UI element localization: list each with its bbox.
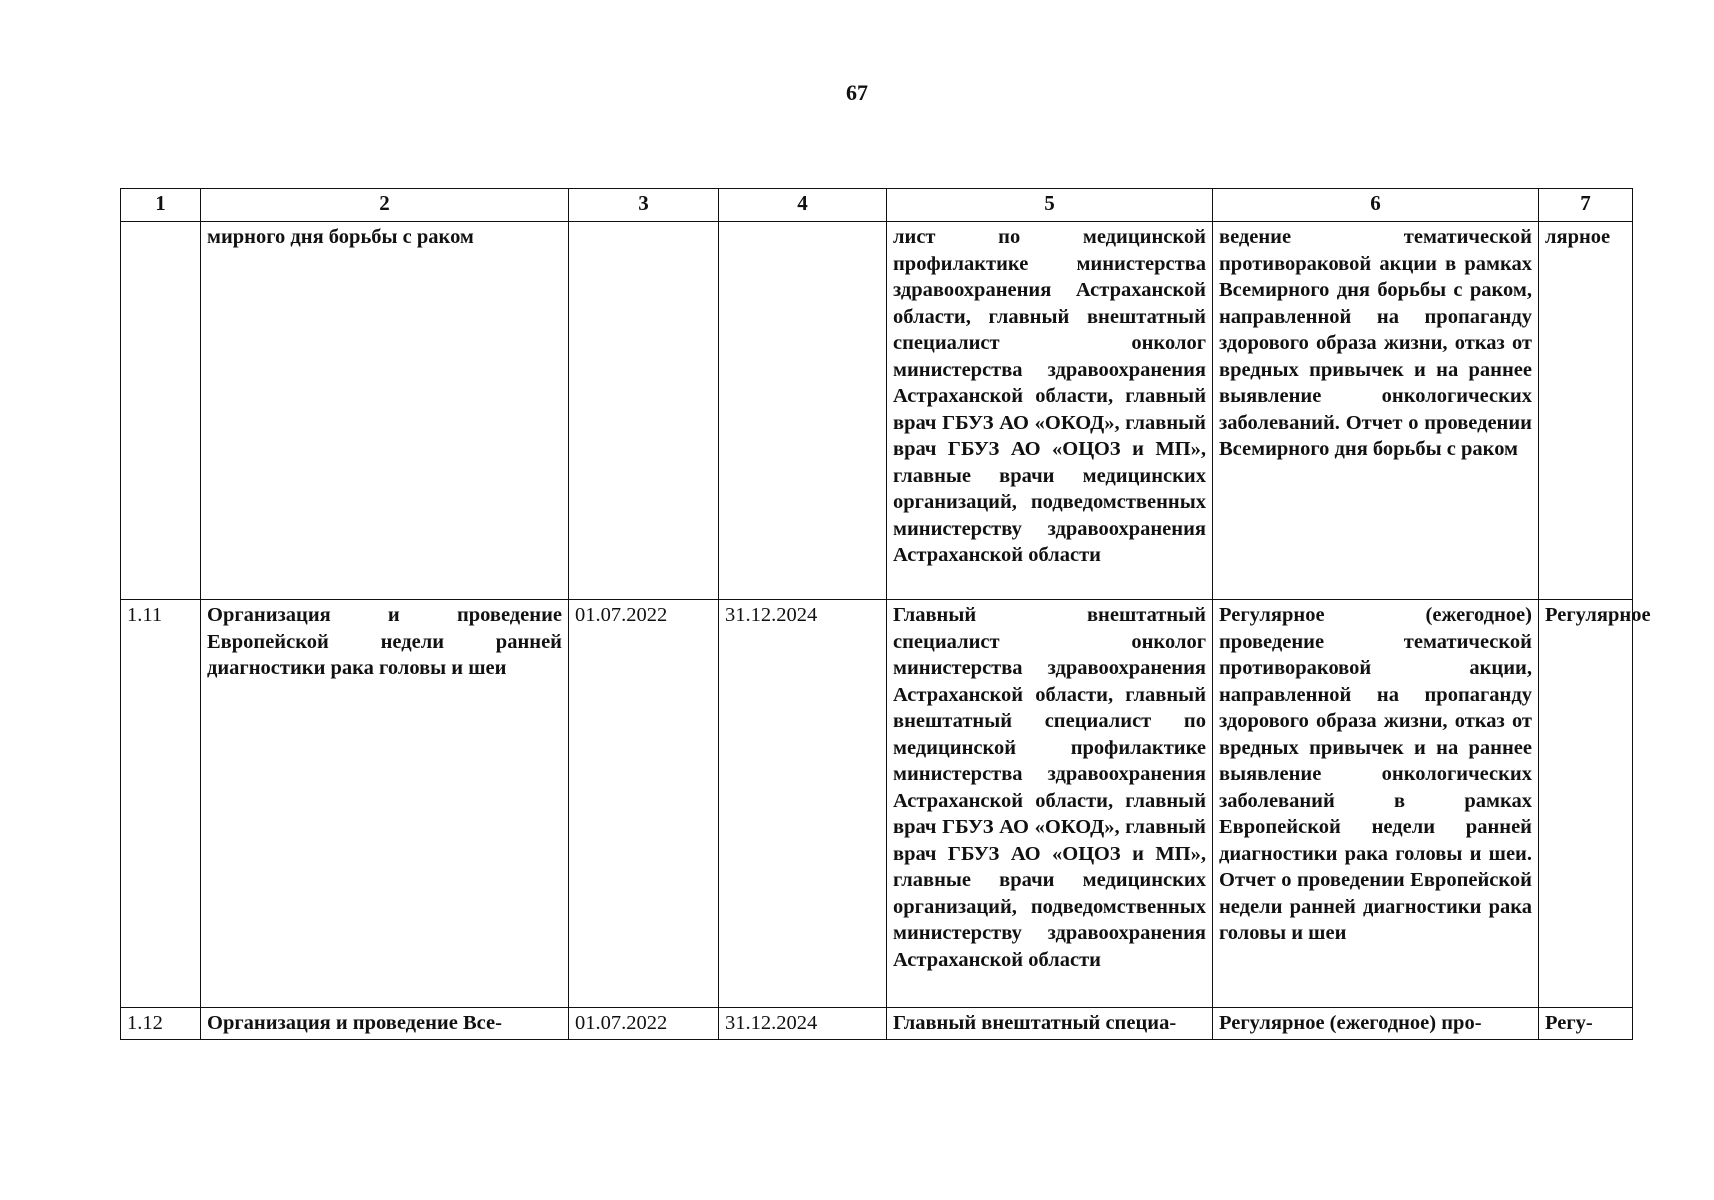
type: Регу- xyxy=(1539,1008,1633,1040)
event-name: Организация и проведение Все- xyxy=(201,1008,569,1040)
event-name: мирного дня борьбы с раком xyxy=(201,222,569,600)
result: Регулярное (ежегодное) проведение тематической противораковой акции, направленной на пропаганду здорового образа жизни, отказ от вредных привычек и на раннее выявление онкологических заболеваний в рамках Европейской недели ранней диагностики рака головы и шеи. Отчет о проведении Европейской недели ранней диагностики рака головы и шеи xyxy=(1213,600,1539,1008)
responsible: Главный внештатный специа- xyxy=(887,1008,1213,1040)
table-row xyxy=(121,1008,1633,1040)
header-row xyxy=(121,189,1633,222)
row-number: 1.11 xyxy=(121,600,201,1008)
start-date: 01.07.2022 xyxy=(569,1008,719,1040)
page-number: 67 xyxy=(846,80,868,105)
type: Регулярное xyxy=(1539,600,1633,1008)
start-date xyxy=(569,222,719,600)
row-number xyxy=(121,222,201,600)
type: лярное xyxy=(1539,222,1633,600)
result: Регулярное (ежегодное) про- xyxy=(1213,1008,1539,1040)
responsible: лист по медицинской профилактике министерства здравоохранения Астраханской области, главный внештатный специалист онколог министерства здравоохранения Астраханской области, главный врач ГБУЗ АО «ОКОД», главный врач ГБУЗ АО «ОЦОЗ и МП», главные врачи медицинских организаций, подведомственных министерству здравоохранения Астраханской области xyxy=(887,222,1213,600)
row-number: 1.12 xyxy=(121,1008,201,1040)
end-date: 31.12.2024 xyxy=(719,1008,887,1040)
plan-table xyxy=(120,188,1651,1040)
col-header-1: 1 xyxy=(121,189,201,222)
responsible: Главный внештатный специалист онколог министерства здравоохранения Астраханской области, главный внештатный специалист по медицинской профилактике министерства здравоохранения Астраханской области, главный врач ГБУЗ АО «ОКОД», главный врач ГБУЗ АО «ОЦОЗ и МП», главные врачи медицинских организаций, подведомственных министерству здравоохранения Астраханской области xyxy=(887,600,1213,1008)
table-row xyxy=(121,600,1633,1008)
end-date xyxy=(719,222,887,600)
result: ведение тематической противораковой акции в рамках Всемирного дня борьбы с раком, направленной на пропаганду здорового образа жизни, отказ от вредных привычек и на раннее выявление онкологических заболеваний. Отчет о проведении Всемирного дня борьбы с раком xyxy=(1213,222,1539,600)
col-header-6: 6 xyxy=(1213,189,1539,222)
event-name: Организация и проведение Европейской недели ранней диагностики рака головы и шеи xyxy=(201,600,569,1008)
col-header-7: 7 xyxy=(1539,189,1633,222)
table-row xyxy=(121,222,1633,600)
col-header-2: 2 xyxy=(201,189,569,222)
col-header-5: 5 xyxy=(887,189,1213,222)
col-header-3: 3 xyxy=(569,189,719,222)
end-date: 31.12.2024 xyxy=(719,600,887,1008)
start-date: 01.07.2022 xyxy=(569,600,719,1008)
col-header-4: 4 xyxy=(719,189,887,222)
